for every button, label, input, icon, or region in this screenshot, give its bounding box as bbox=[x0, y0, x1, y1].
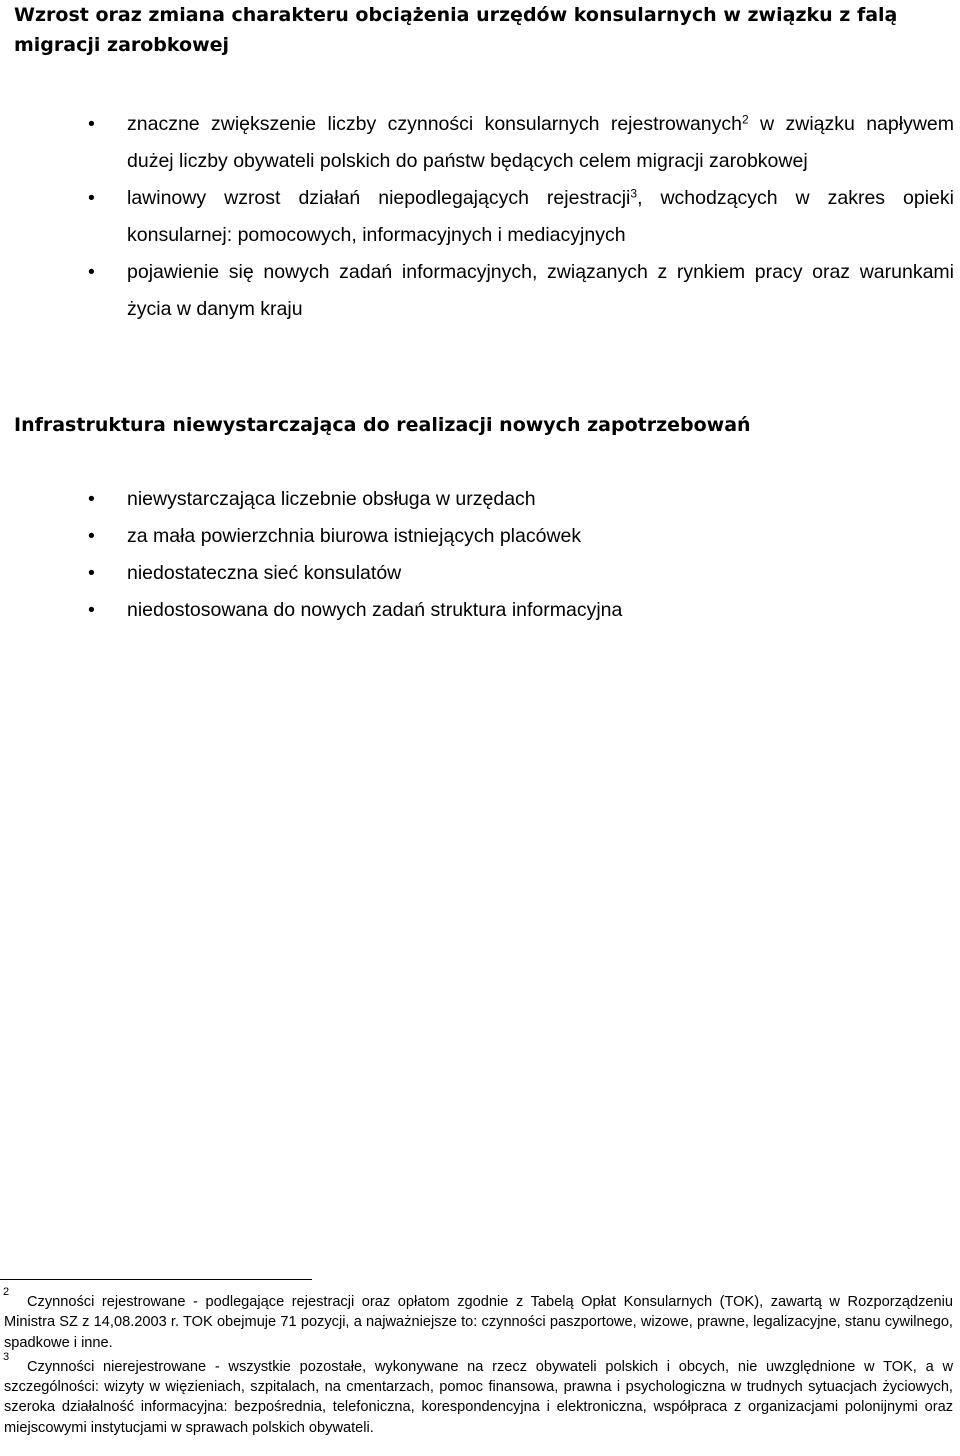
list-item-text: niedostosowana do nowych zadań struktura informacyjna bbox=[127, 599, 623, 621]
footnote-ref[interactable]: 3 bbox=[630, 186, 638, 201]
list-item bbox=[0, 481, 960, 518]
footnote-text: Czynności nierejestrowane - wszystkie pozostałe, wykonywane na rzecz obywateli polskich i obcych, nie uwzględnione w TOK, a w szczególności: wizyty w więzieniach, szpitalach, na cmentarzach, pomoc finansowa, prawna i psychologiczna w trudnych sytuacjach życiowych, szeroka działalność informacyjna: bezpośrednia, telefoniczna, korespondencyjna i elektroniczna, współpraca z organizacjami polonijnymi oraz miejscowymi instytucjami w sprawach polskich obywateli. bbox=[4, 1358, 953, 1436]
list-item-text: za mała powierzchnia biurowa istniejących placówek bbox=[127, 525, 582, 547]
list-item bbox=[0, 106, 960, 180]
footnotes bbox=[3, 1286, 953, 1438]
list-item bbox=[0, 555, 960, 592]
list-item-text: niedostateczna sieć konsulatów bbox=[127, 562, 402, 584]
section-heading-infrastructure: Infrastruktura niewystarczająca do realizacji nowych zapotrzebowań bbox=[14, 414, 751, 436]
footnote bbox=[3, 1286, 953, 1353]
bullet-icon: • bbox=[88, 187, 95, 209]
footnote-separator bbox=[0, 1279, 312, 1280]
list-item-text: pojawienie się nowych zadań informacyjnych, związanych z rynkiem pracy oraz warunkami życia w danym kraju bbox=[127, 261, 954, 320]
list-item-text: znaczne zwiększenie liczby czynności konsularnych rejestrowanych$^2$ w związku napływem dużej liczby obywateli polskich do państw będących celem migracji zarobkowej bbox=[127, 112, 954, 172]
bullet-icon: • bbox=[88, 599, 95, 621]
bullet-icon: • bbox=[88, 113, 95, 135]
bullet-icon: • bbox=[88, 488, 95, 510]
list-item-text: lawinowy wzrost działań niepodlegających rejestracji$^3$, wchodzących w zakres opieki konsularnej: pomocowych, informacyjnych i mediacyjnych bbox=[127, 186, 954, 246]
bullet-icon: • bbox=[88, 525, 95, 547]
list-item bbox=[0, 592, 960, 629]
list-item bbox=[0, 254, 960, 328]
footnote-mark: 3 bbox=[3, 1350, 10, 1363]
footnote bbox=[3, 1350, 953, 1438]
footnote-mark: 2 bbox=[3, 1286, 10, 1298]
list-item bbox=[0, 518, 960, 555]
list-item-text: niewystarczająca liczebnie obsługa w urzędach bbox=[127, 488, 536, 510]
section-heading-workload: Wzrost oraz zmiana charakteru obciążenia urzędów konsularnych w związku z falą migracji zarobkowej bbox=[14, 4, 898, 56]
bullet-icon: • bbox=[88, 261, 95, 283]
workload-bullet-list bbox=[0, 106, 960, 328]
infrastructure-bullet-list bbox=[0, 481, 960, 629]
footnote-ref[interactable]: 2 bbox=[741, 112, 749, 127]
list-item bbox=[0, 180, 960, 254]
bullet-icon: • bbox=[88, 562, 95, 584]
footnote-text: Czynności rejestrowane - podlegające rejestracji oraz opłatom zgodnie z Tabelą Opłat Konsularnych (TOK), zawartą w Rozporządzeniu Ministra SZ z 14,08.2003 r. TOK obejmuje 71 pozycji, a najważniejsze to: czynności paszportowe, wizowe, prawne, legalizacyjne, stanu cywilnego, spadkowe i inne. bbox=[4, 1294, 953, 1351]
